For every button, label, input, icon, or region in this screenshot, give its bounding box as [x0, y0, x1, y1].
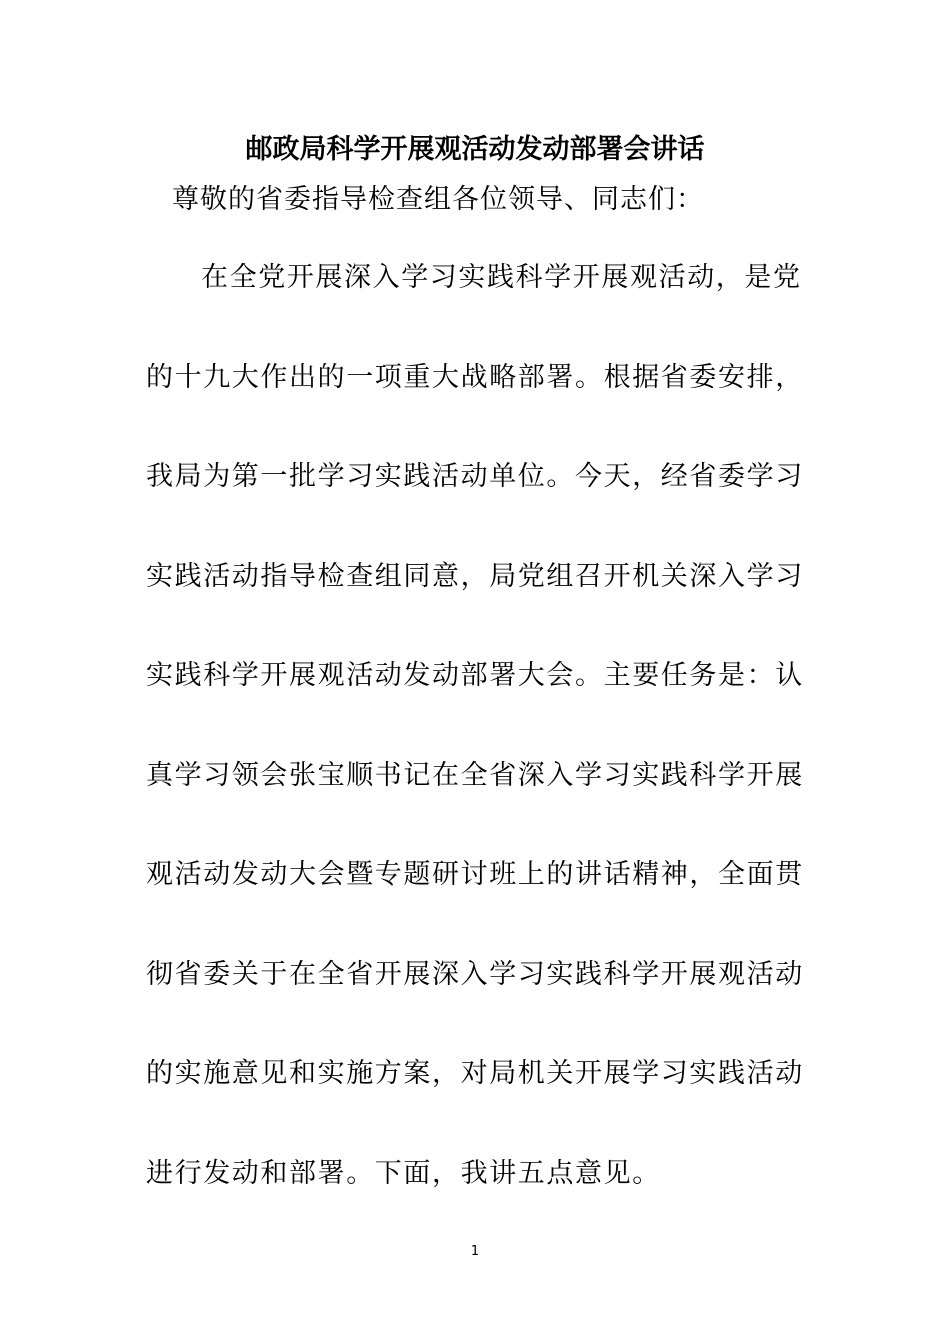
paragraph-line-6: 真学习领会张宝顺书记在全省深入学习实践科学开展 — [146, 760, 804, 791]
document-title: 邮政局科学开展观活动发动部署会讲话 — [245, 134, 705, 165]
paragraph-line-5: 实践科学开展观活动发动部署大会。主要任务是：认 — [146, 660, 804, 691]
paragraph-line-1: 在全党开展深入学习实践科学开展观活动，是党 — [201, 262, 802, 293]
paragraph-line-3: 我局为第一批学习实践活动单位。今天，经省委学习 — [146, 461, 804, 492]
paragraph-line-8: 彻省委关于在全省开展深入学习实践科学开展观活动 — [146, 959, 804, 990]
paragraph-line-9: 的实施意见和实施方案，对局机关开展学习实践活动 — [146, 1058, 804, 1089]
paragraph-line-2: 的十九大作出的一项重大战略部署。根据省委安排， — [146, 362, 804, 393]
salutation: 尊敬的省委指导检查组各位领导、同志们： — [172, 184, 704, 215]
page-number: 1 — [470, 1244, 480, 1259]
paragraph-line-4: 实践活动指导检查组同意，局党组召开机关深入学习 — [146, 561, 804, 592]
paragraph-line-10: 进行发动和部署。下面，我讲五点意见。 — [146, 1158, 661, 1189]
paragraph-line-7: 观活动发动大会暨专题研讨班上的讲话精神，全面贯 — [146, 859, 804, 890]
